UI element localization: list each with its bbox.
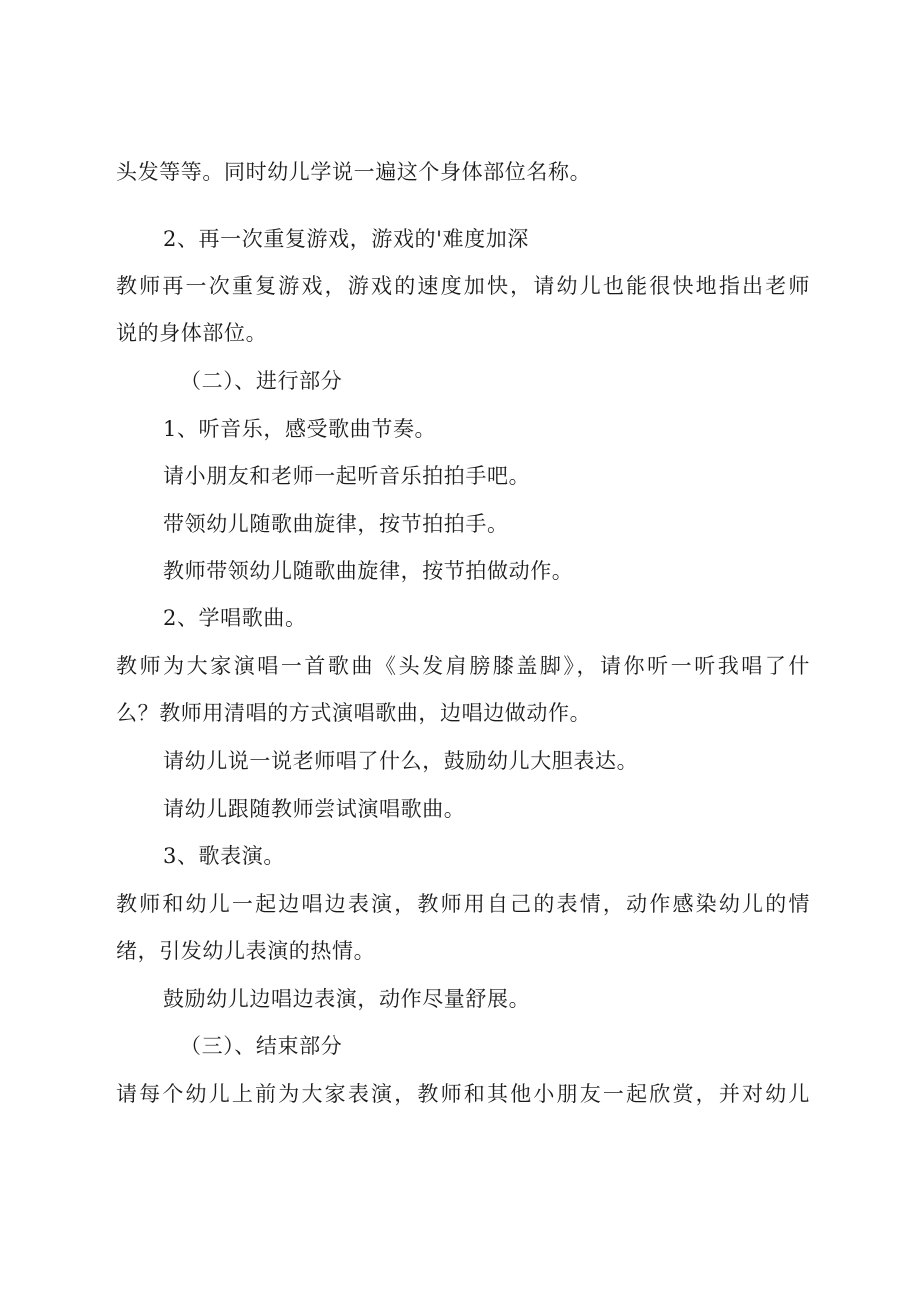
section-heading: 2、再一次重复游戏，游戏的'难度加深	[163, 227, 529, 251]
paragraph-line: 请幼儿跟随教师尝试演唱歌曲。	[163, 797, 466, 821]
section-heading: （二）、进行部分	[180, 369, 343, 393]
section-heading: 3、歌表演。	[163, 844, 285, 868]
paragraph-line: 教师带领幼儿随歌曲旋律，按节拍做动作。	[163, 559, 574, 583]
paragraph-line: 鼓励幼儿边唱边表演，动作尽量舒展。	[163, 987, 531, 1011]
paragraph-line: 绪，引发幼儿表演的热情。	[116, 939, 376, 963]
section-heading: 2、学唱歌曲。	[163, 606, 307, 630]
paragraph-line: 请每个幼儿上前为大家表演，教师和其他小朋友一起欣赏，并对幼儿	[116, 1082, 810, 1106]
section-heading: （三）、结束部分	[180, 1034, 343, 1058]
paragraph-line: 头发等等。同时幼儿学说一遍这个身体部位名称。	[116, 160, 592, 184]
paragraph-line: 带领幼儿随歌曲旋律，按节拍拍手。	[163, 512, 509, 536]
paragraph-line: 么？教师用清唱的方式演唱歌曲，边唱边做动作。	[116, 701, 592, 725]
paragraph-line: 请幼儿说一说老师唱了什么，鼓励幼儿大胆表达。	[163, 749, 639, 773]
paragraph-line: 说的身体部位。	[116, 321, 268, 345]
paragraph-line: 教师再一次重复游戏，游戏的速度加快，请幼儿也能很快地指出老师	[116, 274, 810, 298]
section-heading: 1、听音乐，感受歌曲节奏。	[163, 417, 437, 441]
paragraph-line: 请小朋友和老师一起听音乐拍拍手吧。	[163, 464, 531, 488]
paragraph-line: 教师和幼儿一起边唱边表演，教师用自己的表情，动作感染幼儿的情	[116, 892, 810, 916]
paragraph-line: 教师为大家演唱一首歌曲《头发肩膀膝盖脚》，请你听一听我唱了什	[116, 654, 810, 678]
